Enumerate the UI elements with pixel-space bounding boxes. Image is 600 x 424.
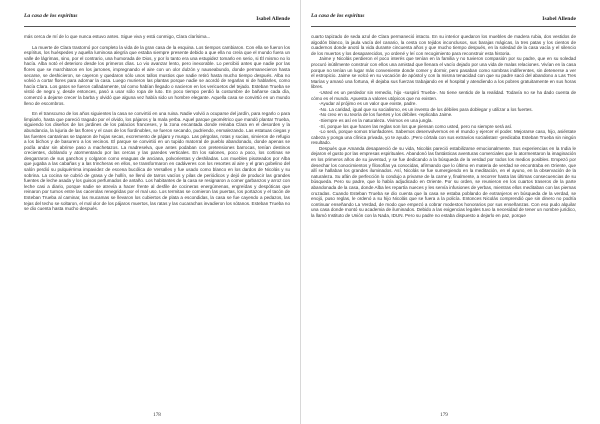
paragraph: Después que Amanda desapareció de su vida, Nicolás pareció estabilizarse emocionalmente. Sus experiencias en la India le dejaron el gusto por las empresas espirituales. Abandonó las fantásticas aventuras comerciales que lo atormentaron la imaginación en los primeros años de su juventud, y se fue dedicando a la búsqueda de la verdad por todos los medios posibles. Empezó por desechar los conocimientos y filosofías ya conocidas, afirmando que lo último en materia de verdad se encontraba en Oriente, que allí se hallaban los grandes iluminados. Así, Nicolás se fue sumergiendo en la meditación, en el ayuno, en la observación de la naturaleza. Su afán de perfección lo condujo a privarse de la carne y, finalmente, a recorrer hasta las últimas consecuencias de su búsqueda. Pero su padre, que lo había adjudicado en Oriente. Por su orden, se reunieron en los cuartos traseros de la parte abandonada de la casa, donde Alba les repartía nueces y les servía infusiones de yerbas, mientras ellos meditaban con las piernas cruzadas. Cuando Esteban Trueba se dio cuenta que la casa se estaba poblando de extranjeros en búsqueda de la verdad, se enojó, puso reglas, le ordenó a su hijo Nicolás que se fuera a la policía. Entonces Nicolás comprendió que sin dinero no podría continuar enseñando La Verdad, de modo que empezó a cobrar modestos honorarios por sus enseñanzas. Con eso pudo alquilar una casa donde montó su academia de iluminados. Debido a las exigencias legales tuvo la necesidad de tener un nombre jurídico, la llamó Instituto de Unión con la Nada, IDUN. Pero su padre no estaba dispuesto a dejarlo en paz, porque bbox=[311, 145, 576, 218]
right-page-header bbox=[311, 10, 576, 27]
right-page-body bbox=[311, 34, 576, 419]
running-title: La casa de los espíritus bbox=[24, 13, 78, 19]
author-name: Isabel Allende bbox=[542, 16, 576, 22]
paragraph: -No creo en su teoría de los fuertes y los débiles -replicaba Jaime. bbox=[319, 112, 453, 118]
paragraph: -Sí, porque los que hacen las reglas son los que piensan como usted, pero no siempre será así. bbox=[319, 123, 513, 129]
paragraph: -No. La caridad, igual que su socialismo, es un invento de los débiles para doblegar y utilizar a los fuertes. bbox=[319, 106, 533, 112]
running-title: La casa de los espíritus bbox=[311, 13, 365, 19]
left-page-body bbox=[24, 34, 290, 419]
paragraph: La muerte de Clara trastornó por completo la vida de la gran casa de la esquina. Los tiempos cambiaron. Con ella se fueron los espíritus, los huéspedes y aquella luminosa alegría que estaba siempre presente debido a que ella no creía que el mundo fuera un valle de lágrimas, sino, por el contrario, una humorada de Dios, y por lo tanto era una estupidez tomarlo en serio, si Él mismo no lo hacía. Alba notó el deterioro desde los primeros días. Lo vio avanzar lento, pero inexorable. Lo percibió antes que nadie por las flores que se marchitaron en los jarrones, impregnando el aire con un olor dulzón y nauseabundo, donde permanecieron hasta secarse, se deshicieron, se cayeron y quedaron sólo unos tallos mustios que nadie retiró hasta mucho tiempo después. Alba no volvió a cortar flores para adornar la casa. Luego murieron las plantas porque nadie se acordó de regarlas ni de hablarles, como hacía Clara. Los gatos se fueron calladamente, tal como habían llegado o nacieron en los vericuetos del tejado. Esteban Trueba se vistió de negro y, desde entonces, pasó a usar sólo ropa de luto. En poco tiempo perdió la costumbre de bañarse cada día, comenzó a dejarse crecer la barba y olvidó que alguna vez había sido un hombre elegante. Aquella casa se convirtió en un mundo lleno de escombros. bbox=[24, 44, 290, 106]
paragraph: -Lo será, porque somos triunfadores. Sabemos desenvolvernos en el mundo y ejercer el poder. Mejorarse caso, hijo, asiéntate cabeza y ponga una clínica privada, yo te ayudo. ¡Pero córtala con sus extravíos socialistas! -predicaba Esteban Trueba sin ningún resultado. bbox=[311, 129, 576, 146]
right-page bbox=[300, 0, 600, 424]
author-name: Isabel Allende bbox=[256, 16, 290, 22]
left-page-header bbox=[24, 10, 290, 27]
paragraph: más cerca de mí de lo que nunca estuvo antes. Sigue viva y está conmigo, Clara clarísima... bbox=[24, 34, 211, 39]
paragraph: En el transcurso de los años siguientes la casa se convirtió en una ruina. Nadie volvió a ocuparse del jardín, para regarlo o para limpiarlo, hasta que pareció tragado por el olvido, los pájaros y la mala yerba. Aquel parque geométrico que mandó plantar Trueba, siguiendo los diseños de los jardines de los palacios franceses, y la zona encantada donde reinaba Clara en el desorden y la abundancia, la lujuria de las flores y el caos de los fiordinobles, se fueron secando, pudriendo, enmalezando. Las estatuas ciegas y las fuentes cantarinas se taparon de hojas secas, excremento de pájaro y musgo. Las pérgolas, rotas y sucias, sirvieron de refugio a los bichos y de basurero a los vecinos. El parque se convirtió en un tupido matorral de pueblo abandonado, donde apenas se podía andar sin abrirse paso a machetazos. La madreselva, que antes podaban con pretensiones barrocas, tenían destinos crecientes, doblando y atormentando por las cercas y las paredes verticales. En los salones, poco a poco, los cortinas se desgarraron de sus ganchos y colgaron como enaguas de anciana, polvorientas y deshiladas. Los muebles pisoteados por Alba que jugaba a las cabañas y a las trincheras en ellos, se transformaron en cadáveres con los resortes al aire y el gran gobelino del salón perdió su pulquérrima impavidez de escena bucólica de Versalles y fue usado como blanco en los dardos de Nicolás y su sobrina. La cocina se cubrió de grasa y de hollín, se llenó de tarros vacíos y pilas de periódicos y dejó de producir las grandes fuentes de leche asada y los guisos perfumados de antaño. Los habitantes de la casa se resignaron a comer garbanzos y arroz con leche casi a diario, porque nadie se atrevía a hacer frente al desfile de cocineras energúmenas, engreídas y despóticas que reinaron por turnos entre las cacerolas renegridas por el mal uso. Los termitas se comieron las puertas, los portazos y el tacón de Esteban Trueba al caminar, las mucamas se llevaron los cubiertos de plata a escondidas, la casa se fue cayendo a pedazos, las tejas del techo se soltaron, el mal olor de los pájaros muertos, las ratas y las cucarachas invadieron los sótanos. Esteban Trueba no se dio cuenta hasta mucho después. bbox=[24, 111, 290, 212]
paragraph: -Usted es un perdedor sin remedio, hijo -suspiró Trueba-. No tiene sentido de la realidad. Todavía no se ha dado cuenta de cómo es el mundo. Apuesta a valores utópicos que no existen. bbox=[311, 89, 576, 101]
page-number: 179 bbox=[440, 412, 448, 418]
page-number: 178 bbox=[153, 412, 161, 418]
paragraph: -Siempre es así en la naturaleza. Vivimos en una jungla. bbox=[319, 117, 433, 123]
paragraph: cuarto tapizado de seda azul de Clara permaneció intacto. En su interior quedaron los muebles de madera rubia, dos vestidos de algodón blanco, la jaula vacía del canario, la cesta con tejidos inconclusos, sus barajas mágicas, la tres patas y los cientos de cuadernos donde anotó la vida durante cincuenta años y que mucho tiempo después, en la soledad de la casa vacía y el silencio de los muertos y los desaparecidos, yo ordené y leí con recogimiento para reconstruir esta historia. bbox=[311, 34, 576, 56]
paragraph: -Ayudar al prójimo es un valor que existe, padre. bbox=[319, 101, 417, 107]
paragraph: Jaime y Nicolás perdieron el poco interés que tenían en la familia y no tuvieron compasión por su padre, que en su soledad procuró inútilmente construir con ellos una amistad que llenara el vacío dejado por una vida de malas relaciones. Vivían en la casa porque no tenían un lugar más conveniente donde comer y dormir, pero pasaban como sombras indiferentes, sin detenerse a ver el estropicio. Jaime se volcó en su vocación de apóstol y con la misma tenacidad con que su padre sacó del abandono a Las Tres Marías y amasó una fortuna, él dejaba sus fuerzas trabajando en el hospital y atendiendo a los pobres gratuitamente en sus horas libres. bbox=[311, 56, 576, 90]
